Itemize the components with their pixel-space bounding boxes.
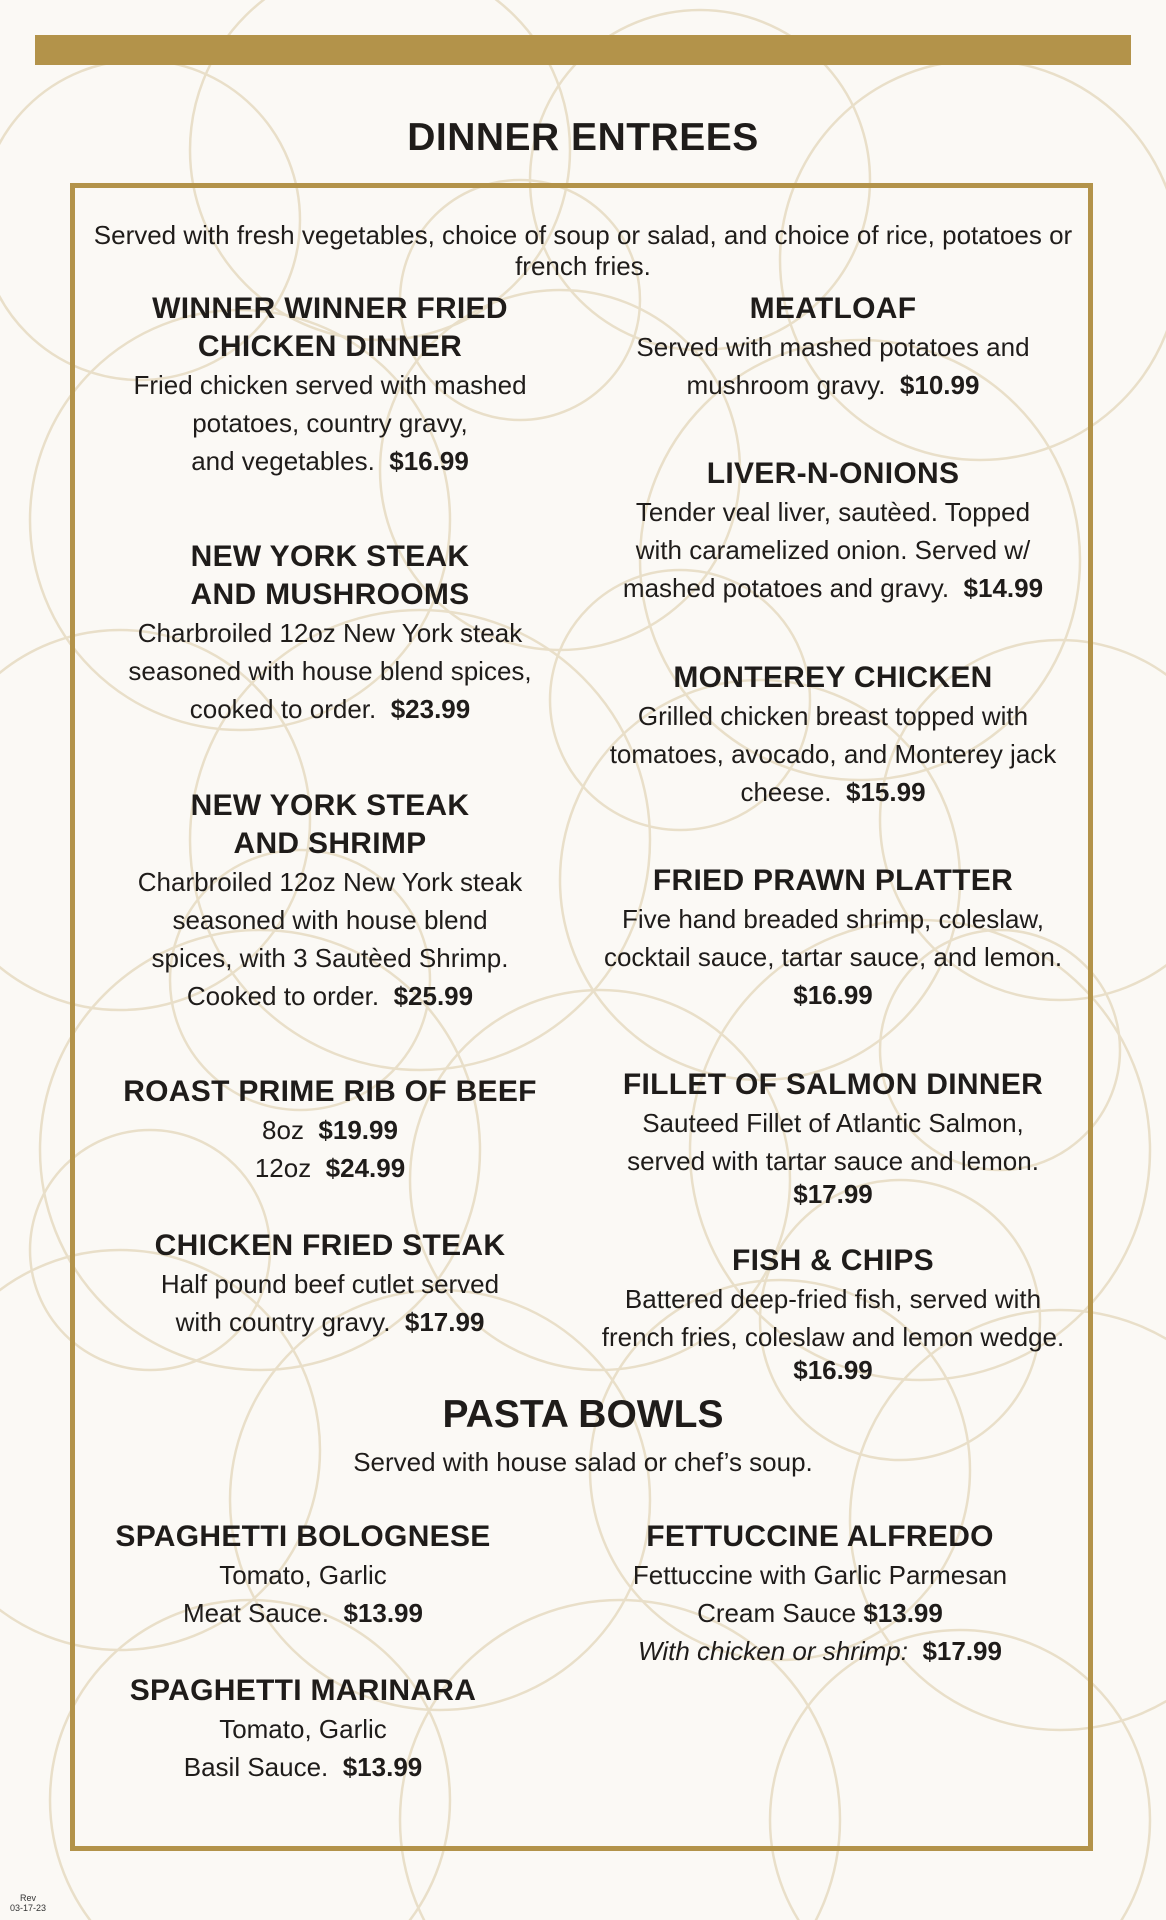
revision-label: Rev: [20, 1893, 37, 1903]
item-desc: with caramelized onion. Served w/: [635, 535, 1031, 565]
item-price: $19.99: [318, 1115, 398, 1145]
pasta-section-subtitle: Served with house salad or chef’s soup.: [353, 1447, 813, 1477]
item-desc: potatoes, country gravy,: [192, 408, 468, 438]
item-price: $13.99: [342, 1752, 423, 1782]
item-desc: Tomato, Garlic: [219, 1714, 387, 1744]
item-desc: spices, with 3 Sautèed Shrimp.: [151, 943, 509, 973]
menu-item-spaghetti-bolognese: [108, 1518, 498, 1632]
item-price: $17.99: [404, 1307, 485, 1337]
item-desc: Cream Sauce: [697, 1598, 857, 1628]
item-title: CHICKEN FRIED STEAK: [154, 1229, 506, 1262]
item-desc: Basil Sauce.: [183, 1752, 329, 1782]
revision-note: [10, 1893, 46, 1913]
item-desc: Half pound beef cutlet served: [160, 1269, 500, 1299]
top-gold-bar: [35, 35, 1131, 65]
item-price: $24.99: [325, 1153, 406, 1183]
item-title: FISH & CHIPS: [732, 1244, 934, 1277]
item-price: $10.99: [899, 370, 980, 400]
item-desc: seasoned with house blend: [172, 905, 488, 935]
item-desc: Charbroiled 12oz New York steak: [137, 618, 523, 648]
item-desc: seasoned with house blend spices,: [128, 656, 532, 686]
item-price: $16.99: [389, 446, 469, 476]
item-title: SPAGHETTI MARINARA: [129, 1674, 477, 1707]
menu-item-fried-chicken: [95, 290, 565, 480]
item-price: $17.99: [793, 1179, 873, 1209]
item-desc: Five hand breaded shrimp, coleslaw,: [621, 904, 1044, 934]
item-desc: Charbroiled 12oz New York steak: [137, 867, 523, 897]
menu-item-ny-steak-shrimp: [95, 787, 565, 1015]
item-price: $25.99: [393, 981, 474, 1011]
item-desc: mushroom gravy.: [686, 370, 886, 400]
item-price: $15.99: [846, 777, 926, 807]
item-title: AND SHRIMP: [233, 827, 427, 860]
item-addon-label: With chicken or shrimp:: [638, 1636, 908, 1666]
item-desc: Meat Sauce.: [183, 1598, 329, 1628]
menu-item-chicken-fried-steak: [95, 1227, 565, 1341]
item-desc: Sauteed Fillet of Atlantic Salmon,: [642, 1108, 1024, 1138]
item-title: AND MUSHROOMS: [190, 578, 470, 611]
item-price: $16.99: [793, 980, 873, 1010]
item-title: LIVER-N-ONIONS: [706, 457, 960, 490]
item-desc: cooked to order.: [189, 694, 377, 724]
item-desc: Tomato, Garlic: [219, 1560, 387, 1590]
item-title: WINNER WINNER FRIED: [152, 292, 508, 325]
item-title: NEW YORK STEAK: [190, 789, 470, 822]
item-title: FRIED PRAWN PLATTER: [652, 864, 1014, 897]
item-desc: Cooked to order.: [186, 981, 380, 1011]
item-desc: mashed potatoes and gravy.: [622, 573, 950, 603]
revision-date: 03-17-23: [10, 1903, 47, 1913]
item-addon-price: $17.99: [922, 1636, 1002, 1666]
item-price: $13.99: [863, 1598, 943, 1628]
item-title: MEATLOAF: [749, 292, 917, 325]
menu-item-monterey-chicken: [598, 659, 1068, 811]
item-title: SPAGHETTI BOLOGNESE: [115, 1520, 491, 1553]
menu-item-liver-onions: [598, 455, 1068, 607]
item-option-size: 12oz: [254, 1153, 312, 1183]
item-desc: and vegetables.: [191, 446, 375, 476]
item-desc: Fettuccine with Garlic Parmesan: [632, 1560, 1008, 1590]
menu-item-fish-chips: [598, 1242, 1068, 1384]
menu-item-ny-steak-mushrooms: [95, 538, 565, 728]
pasta-section-title: PASTA BOWLS: [442, 1393, 724, 1436]
menu-item-spaghetti-marinara: [108, 1672, 498, 1786]
item-desc: Served with mashed potatoes and: [636, 332, 1030, 362]
menu-item-prime-rib: [95, 1073, 565, 1187]
item-desc: Fried chicken served with mashed: [133, 370, 527, 400]
item-title: ROAST PRIME RIB OF BEEF: [123, 1075, 537, 1108]
item-option-size: 8oz: [262, 1115, 304, 1145]
item-price: $23.99: [390, 694, 471, 724]
entrees-intro: Served with fresh vegetables, choice of soup or salad, and choice of rice, potatoes or french fries.: [93, 220, 1073, 281]
item-title: MONTEREY CHICKEN: [673, 661, 993, 694]
item-desc: cheese.: [740, 777, 832, 807]
item-price: $14.99: [963, 573, 1044, 603]
item-title: FETTUCCINE ALFREDO: [646, 1520, 994, 1553]
menu-item-meatloaf: [598, 290, 1068, 404]
menu-item-fried-prawn-platter: [598, 862, 1068, 1014]
menu-item-fettuccine-alfredo: [615, 1518, 1025, 1670]
item-title: CHICKEN DINNER: [197, 330, 463, 363]
item-desc: Tender veal liver, sautèed. Topped: [635, 497, 1031, 527]
item-desc: with country gravy.: [175, 1307, 391, 1337]
item-desc: served with tartar sauce and lemon.: [627, 1146, 1039, 1176]
item-desc: Grilled chicken breast topped with: [637, 701, 1029, 731]
item-desc: cocktail sauce, tartar sauce, and lemon.: [603, 942, 1063, 972]
item-price: $16.99: [793, 1355, 873, 1385]
item-desc: tomatoes, avocado, and Monterey jack: [609, 739, 1057, 769]
item-title: FILLET OF SALMON DINNER: [622, 1068, 1044, 1101]
item-desc: Battered deep-fried fish, served with: [624, 1284, 1042, 1314]
menu-item-salmon-dinner: [598, 1066, 1068, 1208]
item-desc: french fries, coleslaw and lemon wedge.: [601, 1322, 1065, 1352]
item-title: NEW YORK STEAK: [190, 540, 470, 573]
item-price: $13.99: [343, 1598, 423, 1628]
page-title: DINNER ENTREES: [407, 116, 759, 159]
